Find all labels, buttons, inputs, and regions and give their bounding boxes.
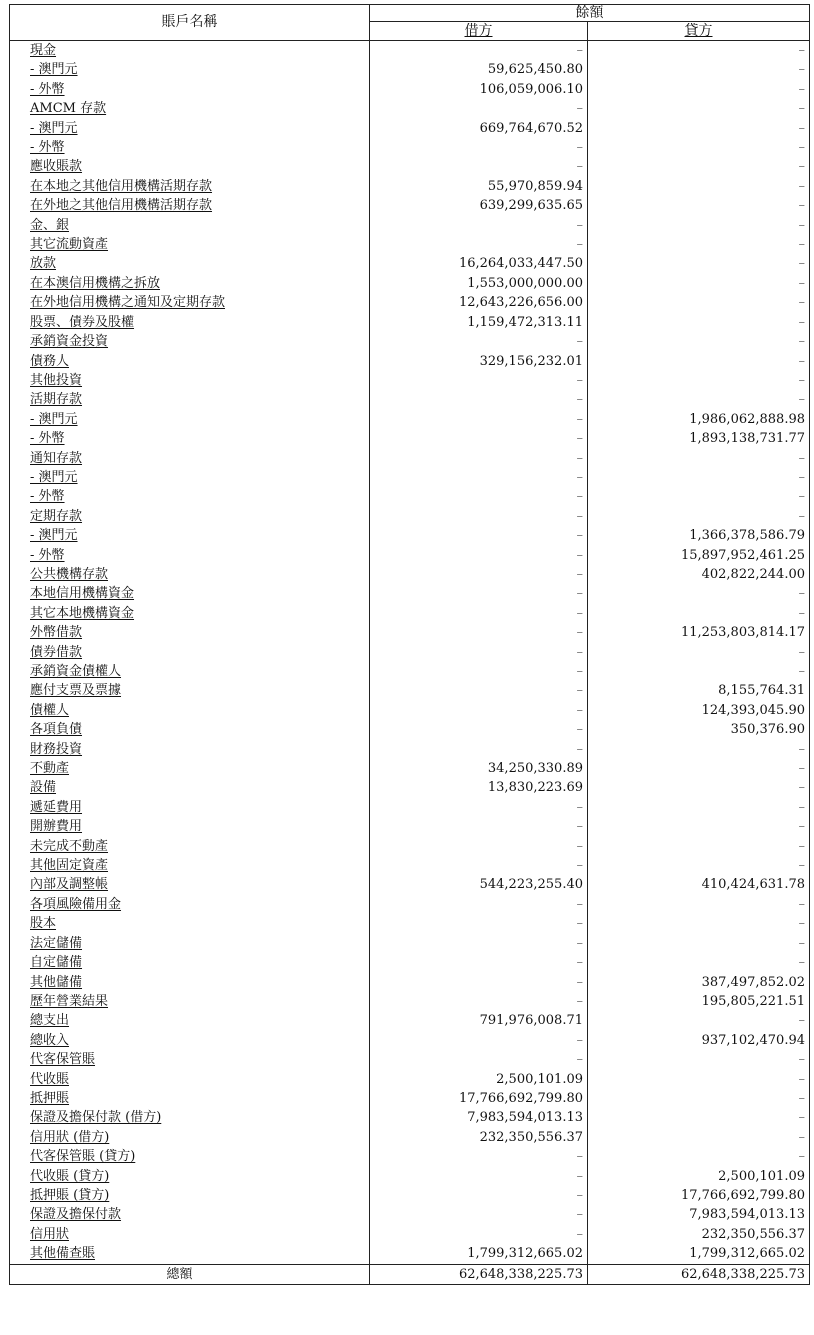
debit-value: –: [370, 429, 588, 448]
credit-value: 1,893,138,731.77: [588, 429, 810, 448]
table-row: [10, 604, 810, 623]
table-row: [10, 410, 810, 429]
table-row: [10, 740, 810, 759]
credit-value: –: [588, 177, 810, 196]
debit-value: –: [370, 584, 588, 603]
debit-value: –: [370, 526, 588, 545]
account-name: 應付支票及票據: [10, 681, 370, 700]
credit-value: 11,253,803,814.17: [588, 623, 810, 642]
table-row: [10, 973, 810, 992]
credit-value: –: [588, 914, 810, 933]
table-row: [10, 390, 810, 409]
credit-value: 8,155,764.31: [588, 681, 810, 700]
credit-value: –: [588, 274, 810, 293]
credit-value: 350,376.90: [588, 720, 810, 739]
account-name-header: 賬戶名稱: [10, 5, 370, 41]
account-name: 債權人: [10, 701, 370, 720]
account-name: 代收賬 (貸方): [10, 1167, 370, 1186]
table-row: [10, 41, 810, 61]
debit-value: –: [370, 99, 588, 118]
table-row: [10, 1244, 810, 1264]
credit-value: 7,983,594,013.13: [588, 1205, 810, 1224]
account-name: 信用狀 (借方): [10, 1128, 370, 1147]
debit-value: –: [370, 856, 588, 875]
credit-value: –: [588, 293, 810, 312]
debit-value: –: [370, 720, 588, 739]
debit-value: –: [370, 507, 588, 526]
debit-value: –: [370, 41, 588, 61]
table-row: [10, 235, 810, 254]
account-name: 保證及擔保付款: [10, 1205, 370, 1224]
account-name: 通知存款: [10, 449, 370, 468]
table-row: [10, 487, 810, 506]
credit-value: 124,393,045.90: [588, 701, 810, 720]
debit-value: –: [370, 914, 588, 933]
table-row: [10, 934, 810, 953]
credit-value: –: [588, 332, 810, 351]
table-row: [10, 254, 810, 273]
account-name: 代客保管賬: [10, 1050, 370, 1069]
credit-value: –: [588, 99, 810, 118]
credit-value: –: [588, 1108, 810, 1127]
debit-value: 791,976,008.71: [370, 1011, 588, 1030]
table-row: [10, 526, 810, 545]
account-name: 保證及擔保付款 (借方): [10, 1108, 370, 1127]
credit-value: –: [588, 604, 810, 623]
account-name: 設備: [10, 778, 370, 797]
total-debit: 62,648,338,225.73: [370, 1264, 588, 1284]
credit-value: 1,366,378,586.79: [588, 526, 810, 545]
credit-value: –: [588, 119, 810, 138]
table-row: [10, 468, 810, 487]
table-row: [10, 992, 810, 1011]
account-name: 承銷資金債權人: [10, 662, 370, 681]
credit-value: –: [588, 1011, 810, 1030]
account-name: 應收賬款: [10, 157, 370, 176]
debit-value: 669,764,670.52: [370, 119, 588, 138]
debit-value: 2,500,101.09: [370, 1070, 588, 1089]
credit-value: –: [588, 856, 810, 875]
table-row: [10, 352, 810, 371]
account-name: 各項風險備用金: [10, 895, 370, 914]
table-row: [10, 895, 810, 914]
debit-header: 借方: [370, 22, 588, 41]
account-name: - 外幣: [10, 487, 370, 506]
table-row: [10, 449, 810, 468]
table-row: [10, 1147, 810, 1166]
credit-value: –: [588, 778, 810, 797]
account-name: 代客保管賬 (貸方): [10, 1147, 370, 1166]
account-name: 在外地之其他信用機構活期存款: [10, 196, 370, 215]
table-row: [10, 1070, 810, 1089]
account-name: - 澳門元: [10, 468, 370, 487]
account-name: 活期存款: [10, 390, 370, 409]
debit-value: –: [370, 216, 588, 235]
credit-value: –: [588, 837, 810, 856]
table-row: [10, 565, 810, 584]
account-name: 歷年營業結果: [10, 992, 370, 1011]
account-name: 抵押賬 (貸方): [10, 1186, 370, 1205]
credit-value: –: [588, 390, 810, 409]
account-name: 在本澳信用機構之拆放: [10, 274, 370, 293]
credit-value: –: [588, 449, 810, 468]
table-row: [10, 1031, 810, 1050]
debit-value: –: [370, 740, 588, 759]
table-footer: [10, 1264, 810, 1284]
account-name: 公共機構存款: [10, 565, 370, 584]
account-name: - 外幣: [10, 429, 370, 448]
debit-value: –: [370, 1147, 588, 1166]
total-row: [10, 1264, 810, 1284]
debit-value: –: [370, 992, 588, 1011]
table-row: [10, 507, 810, 526]
table-row: [10, 216, 810, 235]
debit-value: –: [370, 701, 588, 720]
account-name: - 澳門元: [10, 60, 370, 79]
account-name: 各項負債: [10, 720, 370, 739]
credit-value: 1,986,062,888.98: [588, 410, 810, 429]
debit-value: –: [370, 1205, 588, 1224]
table-row: [10, 274, 810, 293]
debit-value: –: [370, 1186, 588, 1205]
debit-value: –: [370, 643, 588, 662]
debit-value: –: [370, 1050, 588, 1069]
account-name: 不動產: [10, 759, 370, 778]
account-name: 其它本地機構資金: [10, 604, 370, 623]
total-credit: 62,648,338,225.73: [588, 1264, 810, 1284]
balance-table: [9, 4, 810, 1285]
table-row: [10, 643, 810, 662]
table-row: [10, 177, 810, 196]
account-name: 抵押賬: [10, 1089, 370, 1108]
debit-value: –: [370, 1167, 588, 1186]
credit-value: –: [588, 1128, 810, 1147]
debit-value: 106,059,006.10: [370, 80, 588, 99]
table-row: [10, 1089, 810, 1108]
credit-value: –: [588, 352, 810, 371]
debit-value: –: [370, 1031, 588, 1050]
credit-value: 195,805,221.51: [588, 992, 810, 1011]
table-row: [10, 623, 810, 642]
table-row: [10, 371, 810, 390]
table-row: [10, 1167, 810, 1186]
debit-value: 16,264,033,447.50: [370, 254, 588, 273]
account-name: 法定儲備: [10, 934, 370, 953]
debit-value: –: [370, 235, 588, 254]
credit-value: 410,424,631.78: [588, 875, 810, 894]
account-name: 總支出: [10, 1011, 370, 1030]
debit-value: –: [370, 468, 588, 487]
account-name: 債券借款: [10, 643, 370, 662]
credit-value: 232,350,556.37: [588, 1225, 810, 1244]
credit-value: –: [588, 662, 810, 681]
credit-value: 937,102,470.94: [588, 1031, 810, 1050]
table-row: [10, 1128, 810, 1147]
table-row: [10, 798, 810, 817]
account-name: 內部及調整帳: [10, 875, 370, 894]
debit-value: –: [370, 798, 588, 817]
debit-value: 13,830,223.69: [370, 778, 588, 797]
table-row: [10, 1186, 810, 1205]
table-body: [10, 41, 810, 1265]
debit-value: –: [370, 623, 588, 642]
debit-value: –: [370, 681, 588, 700]
table-row: [10, 856, 810, 875]
table-row: [10, 119, 810, 138]
debit-value: –: [370, 934, 588, 953]
credit-value: –: [588, 487, 810, 506]
credit-value: –: [588, 1070, 810, 1089]
table-row: [10, 332, 810, 351]
trial-balance-sheet: [9, 4, 810, 1285]
table-row: [10, 914, 810, 933]
debit-value: 1,159,472,313.11: [370, 313, 588, 332]
account-name: 信用狀: [10, 1225, 370, 1244]
credit-value: –: [588, 371, 810, 390]
debit-value: –: [370, 449, 588, 468]
account-name: 其他固定資產: [10, 856, 370, 875]
debit-value: 329,156,232.01: [370, 352, 588, 371]
credit-value: –: [588, 934, 810, 953]
credit-value: –: [588, 584, 810, 603]
credit-value: –: [588, 1089, 810, 1108]
debit-value: –: [370, 895, 588, 914]
table-row: [10, 837, 810, 856]
account-name: - 澳門元: [10, 526, 370, 545]
debit-value: 1,553,000,000.00: [370, 274, 588, 293]
table-row: [10, 701, 810, 720]
credit-value: –: [588, 235, 810, 254]
table-row: [10, 662, 810, 681]
table-row: [10, 1225, 810, 1244]
account-name: 在本地之其他信用機構活期存款: [10, 177, 370, 196]
table-row: [10, 759, 810, 778]
account-name: 金、銀: [10, 216, 370, 235]
account-name: AMCM 存款: [10, 99, 370, 118]
credit-value: –: [588, 895, 810, 914]
debit-value: 34,250,330.89: [370, 759, 588, 778]
account-name: 現金: [10, 41, 370, 61]
account-name: 其他投資: [10, 371, 370, 390]
credit-value: –: [588, 313, 810, 332]
table-row: [10, 293, 810, 312]
account-name: 遞延費用: [10, 798, 370, 817]
debit-value: –: [370, 487, 588, 506]
debit-value: 55,970,859.94: [370, 177, 588, 196]
account-name: 開辦費用: [10, 817, 370, 836]
debit-value: –: [370, 390, 588, 409]
table-row: [10, 313, 810, 332]
debit-value: 544,223,255.40: [370, 875, 588, 894]
credit-value: –: [588, 953, 810, 972]
credit-value: 2,500,101.09: [588, 1167, 810, 1186]
account-name: 放款: [10, 254, 370, 273]
account-name: 股本: [10, 914, 370, 933]
total-label: 總額: [10, 1264, 370, 1284]
debit-value: –: [370, 817, 588, 836]
debit-value: 59,625,450.80: [370, 60, 588, 79]
debit-value: –: [370, 138, 588, 157]
table-row: [10, 80, 810, 99]
debit-value: –: [370, 565, 588, 584]
debit-value: 7,983,594,013.13: [370, 1108, 588, 1127]
debit-value: –: [370, 371, 588, 390]
credit-value: 387,497,852.02: [588, 973, 810, 992]
table-header: [10, 5, 810, 41]
account-name: 本地信用機構資金: [10, 584, 370, 603]
debit-value: –: [370, 546, 588, 565]
account-name: 定期存款: [10, 507, 370, 526]
account-name: 債務人: [10, 352, 370, 371]
credit-value: –: [588, 643, 810, 662]
table-row: [10, 99, 810, 118]
table-row: [10, 778, 810, 797]
table-row: [10, 1050, 810, 1069]
credit-value: –: [588, 468, 810, 487]
table-row: [10, 60, 810, 79]
debit-value: –: [370, 332, 588, 351]
account-name: 財務投資: [10, 740, 370, 759]
table-row: [10, 1108, 810, 1127]
account-name: - 澳門元: [10, 410, 370, 429]
debit-value: –: [370, 837, 588, 856]
credit-value: 15,897,952,461.25: [588, 546, 810, 565]
account-name: 代收賬: [10, 1070, 370, 1089]
account-name: 自定儲備: [10, 953, 370, 972]
account-name: 總收入: [10, 1031, 370, 1050]
table-row: [10, 546, 810, 565]
credit-header: 貸方: [588, 22, 810, 41]
account-name: 在外地信用機構之通知及定期存款: [10, 293, 370, 312]
table-row: [10, 138, 810, 157]
credit-value: –: [588, 254, 810, 273]
debit-value: –: [370, 1225, 588, 1244]
credit-value: –: [588, 1147, 810, 1166]
account-name: - 澳門元: [10, 119, 370, 138]
credit-value: 1,799,312,665.02: [588, 1244, 810, 1264]
table-row: [10, 157, 810, 176]
credit-value: 17,766,692,799.80: [588, 1186, 810, 1205]
account-name: 其他儲備: [10, 973, 370, 992]
debit-value: 639,299,635.65: [370, 196, 588, 215]
debit-value: 17,766,692,799.80: [370, 1089, 588, 1108]
debit-value: –: [370, 953, 588, 972]
balance-header: 餘額: [370, 5, 810, 22]
table-row: [10, 1011, 810, 1030]
debit-value: –: [370, 662, 588, 681]
table-row: [10, 953, 810, 972]
debit-value: –: [370, 410, 588, 429]
table-row: [10, 584, 810, 603]
credit-value: –: [588, 759, 810, 778]
debit-value: –: [370, 604, 588, 623]
table-row: [10, 429, 810, 448]
credit-value: –: [588, 60, 810, 79]
table-row: [10, 681, 810, 700]
credit-value: –: [588, 1050, 810, 1069]
account-name: - 外幣: [10, 80, 370, 99]
credit-value: –: [588, 740, 810, 759]
account-name: 未完成不動產: [10, 837, 370, 856]
table-row: [10, 196, 810, 215]
account-name: - 外幣: [10, 546, 370, 565]
table-row: [10, 817, 810, 836]
table-row: [10, 720, 810, 739]
account-name: - 外幣: [10, 138, 370, 157]
account-name: 股票、債券及股權: [10, 313, 370, 332]
table-row: [10, 875, 810, 894]
debit-value: –: [370, 157, 588, 176]
credit-value: –: [588, 138, 810, 157]
credit-value: –: [588, 216, 810, 235]
credit-value: –: [588, 507, 810, 526]
credit-value: 402,822,244.00: [588, 565, 810, 584]
debit-value: 232,350,556.37: [370, 1128, 588, 1147]
account-name: 外幣借款: [10, 623, 370, 642]
credit-value: –: [588, 817, 810, 836]
account-name: 其它流動資產: [10, 235, 370, 254]
credit-value: –: [588, 196, 810, 215]
account-name: 其他備查賬: [10, 1244, 370, 1264]
account-name: 承銷資金投資: [10, 332, 370, 351]
credit-value: –: [588, 41, 810, 61]
table-row: [10, 1205, 810, 1224]
credit-value: –: [588, 157, 810, 176]
debit-value: 1,799,312,665.02: [370, 1244, 588, 1264]
debit-value: –: [370, 973, 588, 992]
credit-value: –: [588, 80, 810, 99]
debit-value: 12,643,226,656.00: [370, 293, 588, 312]
credit-value: –: [588, 798, 810, 817]
